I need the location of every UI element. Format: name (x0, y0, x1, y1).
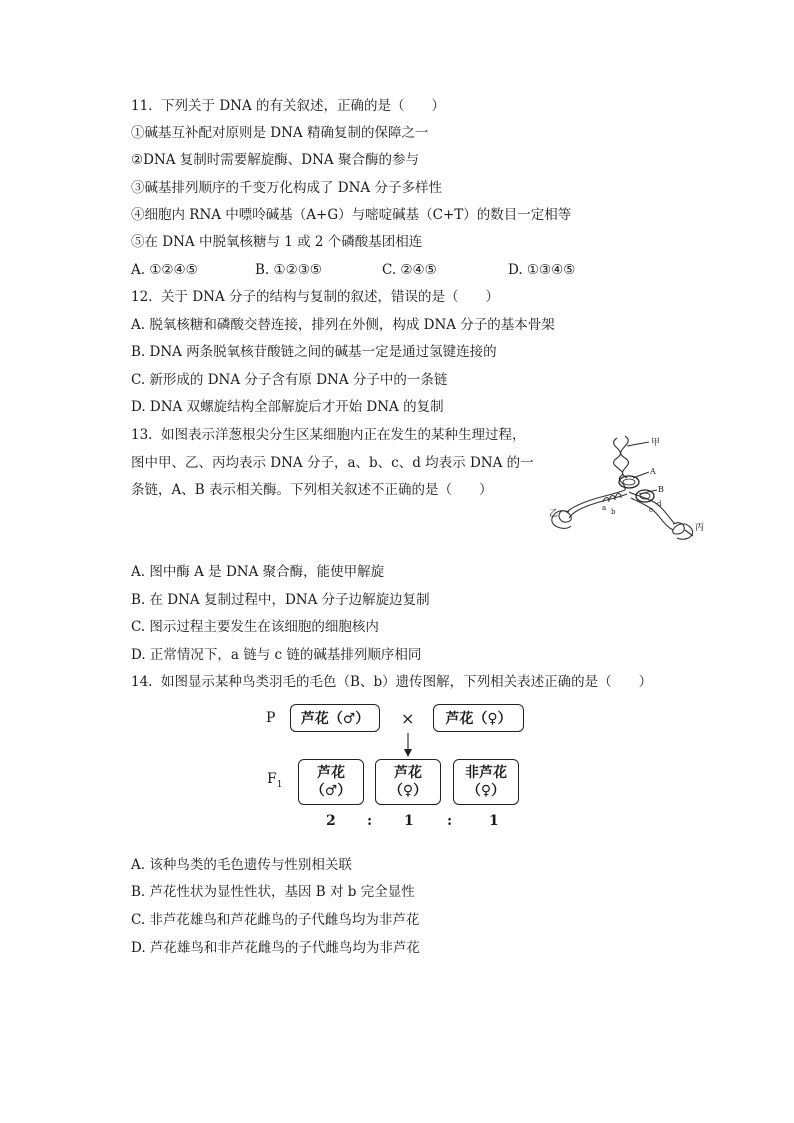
ratio-sep-2: : (447, 813, 453, 829)
cross-arrow (402, 733, 414, 759)
ratio-2: 1 (404, 813, 414, 829)
cross-symbol: × (401, 709, 415, 728)
q12-option-d[interactable]: D. DNA 双螺旋结构全部解旋后才开始 DNA 的复制 (131, 399, 444, 415)
parent-male-box: 芦花（♂） (290, 704, 380, 732)
label-strand-d: d (657, 500, 662, 508)
offspring-1-phenotype: 芦花 (317, 765, 345, 781)
q11-item-1: ①碱基互补配对原则是 DNA 精确复制的保障之一 (131, 125, 429, 141)
offspring-3-sex: （♀） (466, 783, 506, 799)
q13-stem-line-2: 图中甲、乙、丙均表示 DNA 分子，a、b、c、d 均表示 DNA 的一 (131, 455, 534, 471)
q13-stem-line-3: 条链，A、B 表示相关酶。下列相关叙述不正确的是（ ） (131, 482, 493, 498)
q11-stem: 11. 下列关于 DNA 的有关叙述，正确的是（ ） (131, 98, 446, 114)
q12-option-a[interactable]: A. 脱氧核糖和磷酸交替连接，排列在外侧，构成 DNA 分子的基本骨架 (131, 317, 555, 333)
q11-item-3: ③碱基排列顺序的千变万化构成了 DNA 分子多样性 (131, 180, 442, 196)
ratio-1: 2 (326, 813, 336, 829)
offspring-box-2 (375, 759, 441, 805)
offspring-1-sex: （♂） (310, 783, 352, 799)
q12-stem: 12. 关于 DNA 分子的结构与复制的叙述，错误的是（ ） (131, 289, 500, 305)
offspring-box-1 (298, 759, 364, 805)
dna-replication-figure (545, 432, 705, 544)
label-jia: 甲 (651, 438, 661, 448)
q13-stem-line-1: 13. 如图表示洋葱根尖分生区某细胞内正在发生的某种生理过程， (131, 427, 526, 443)
offspring-box-3 (453, 759, 519, 805)
q14-option-b[interactable]: B. 芦花性状为显性性状，基因 B 对 b 完全显性 (131, 884, 415, 900)
q14-option-c[interactable]: C. 非芦花雄鸟和芦花雌鸟的子代雌鸟均为非芦花 (131, 912, 420, 928)
offspring-2-phenotype: 芦花 (394, 765, 422, 781)
label-strand-c: c (649, 506, 653, 514)
generation-f1-label: $F_1$ (267, 771, 283, 790)
q11-item-4: ④细胞内 RNA 中嘌呤碱基（A+G）与嘧啶碱基（C+T）的数目一定相等 (131, 207, 572, 223)
label-strand-a: a (602, 504, 607, 512)
q12-option-b[interactable]: B. DNA 两条脱氧核苷酸链之间的碱基一定是通过氢键连接的 (131, 344, 497, 360)
offspring-3-phenotype: 非芦花 (465, 765, 507, 781)
label-bing: 丙 (695, 523, 705, 533)
ratio-3: 1 (489, 813, 499, 829)
label-enzyme-a: A (650, 467, 656, 476)
q11-option-d[interactable]: D. ①③④⑤ (508, 262, 576, 278)
q11-option-b[interactable]: B. ①②③⑤ (255, 262, 322, 278)
label-yi: 乙 (549, 509, 559, 519)
q11-option-a[interactable]: A. ①②④⑤ (131, 262, 198, 278)
offspring-2-sex: （♀） (388, 783, 428, 799)
q11-options (131, 261, 731, 279)
label-enzyme-b: B (658, 485, 664, 494)
q13-option-d[interactable]: D. 正常情况下，a 链与 c 链的碱基排列顺序相同 (131, 647, 422, 663)
q14-stem: 14. 如图显示某种鸟类羽毛的毛色（B、b）遗传图解，下列相关表述正确的是（ ） (131, 674, 653, 690)
label-strand-b: b (611, 508, 616, 516)
q12-option-c[interactable]: C. 新形成的 DNA 分子含有原 DNA 分子中的一条链 (131, 372, 448, 388)
q13-option-a[interactable]: A. 图中酶 A 是 DNA 聚合酶，能使甲解旋 (131, 564, 385, 580)
q11-item-2: ②DNA 复制时需要解旋酶、DNA 聚合酶的参与 (131, 152, 419, 168)
q14-option-a[interactable]: A. 该种鸟类的毛色遗传与性别相关联 (131, 857, 352, 873)
q13-option-b[interactable]: B. 在 DNA 复制过程中，DNA 分子边解旋边复制 (131, 592, 430, 608)
generation-p-label: P (266, 710, 276, 726)
q14-option-d[interactable]: D. 芦花雄鸟和非芦花雌鸟的子代雌鸟均为非芦花 (131, 940, 420, 956)
q13-option-c[interactable]: C. 图示过程主要发生在该细胞的细胞核内 (131, 619, 379, 635)
parent-female-box: 芦花（♀） (433, 704, 524, 732)
ratio-sep-1: : (367, 813, 373, 829)
q11-option-c[interactable]: C. ②④⑤ (382, 262, 437, 278)
q11-item-5: ⑤在 DNA 中脱氧核糖与 1 或 2 个磷酸基团相连 (131, 234, 423, 250)
